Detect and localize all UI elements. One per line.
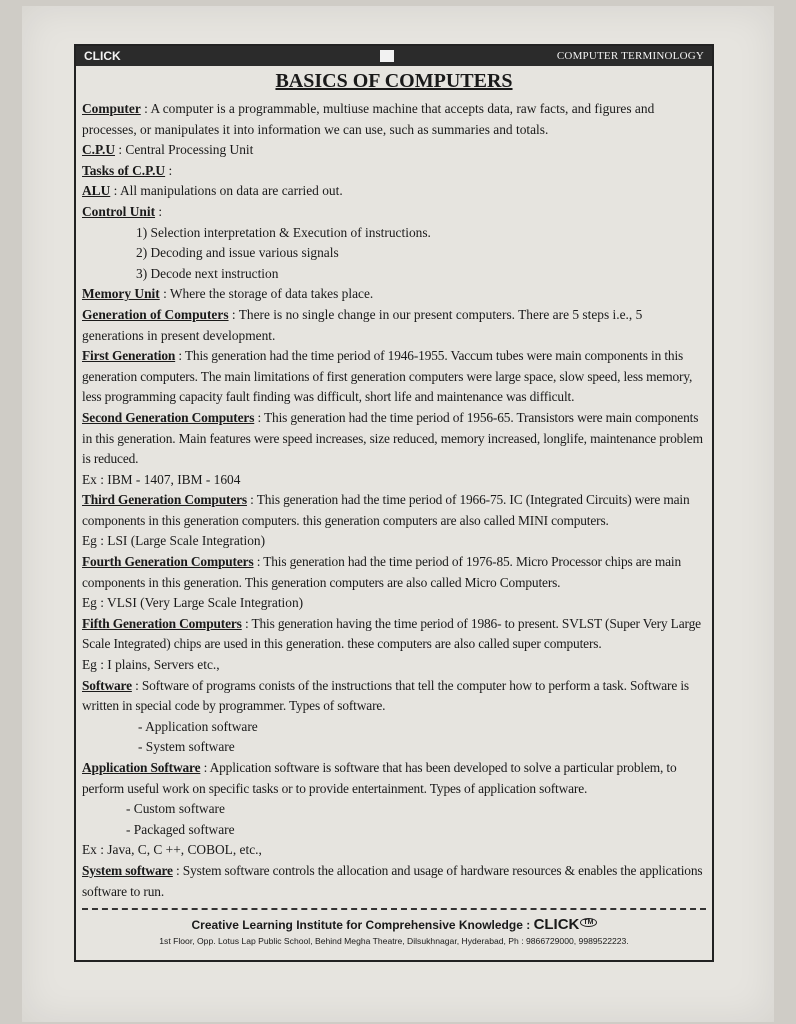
def-control-unit: : (155, 203, 163, 219)
term-memory-unit: Memory Unit (82, 286, 160, 302)
term-system-software: System software (82, 862, 173, 878)
para-fourth-generation (82, 552, 706, 593)
example-third-generation: Eg : LSI (Large Scale Integration) (82, 533, 266, 549)
para-second-generation (82, 408, 706, 470)
term-fourth-generation: Fourth Generation Computers (82, 554, 254, 570)
para-cpu (82, 140, 706, 161)
list-item: 3) Decode next instruction (136, 265, 279, 281)
def-computer: : A computer is a programmable, multiuse machine that accepts data, raw facts, and figures and processes, or manipulates it into information we can use, such as summaries and totals. (82, 101, 655, 137)
header-brand: CLICK (84, 49, 121, 63)
term-alu: ALU (82, 183, 111, 199)
def-cpu: : Central Processing Unit (115, 142, 254, 158)
list-item: - System software (138, 739, 235, 755)
def-system-software: : System software controls the allocation and usage of hardware resources & enables the applications software to run. (82, 862, 703, 899)
header-bar (76, 46, 712, 66)
footer (76, 916, 712, 946)
para-control-unit (82, 202, 706, 223)
term-software: Software (82, 677, 132, 693)
list-item: - Application software (138, 718, 258, 734)
list-item: - Packaged software (126, 821, 235, 837)
def-software: : Software of programs conists of the instructions that tell the computer how to perform a task. Software is written in special code by programmer. Types of software. (82, 677, 689, 714)
document-body (82, 99, 706, 902)
para-third-generation (82, 490, 706, 531)
term-cpu: C.P.U (82, 142, 115, 158)
para-application-software (82, 758, 706, 799)
dashed-divider (82, 908, 706, 910)
term-second-generation: Second Generation Computers (82, 409, 255, 425)
list-item: 2) Decoding and issue various signals (136, 245, 339, 261)
trademark-icon: TM (580, 918, 596, 927)
para-fifth-generation (82, 614, 706, 655)
def-third-generation: : This generation had the time period of 1966-75. IC (Integrated Circuits) were main components in this generation computers. this generation computers are also called MINI computers. (82, 492, 690, 528)
para-tasks (82, 161, 706, 182)
example-fourth-generation: Eg : VLSI (Very Large Scale Integration) (82, 595, 304, 611)
para-generations (82, 305, 706, 346)
term-control-unit: Control Unit (82, 203, 156, 219)
page-title: BASICS OF COMPUTERS (275, 70, 513, 92)
list-item: - Custom software (126, 801, 225, 817)
footer-institute-name: Creative Learning Institute for Comprehensive Knowledge : (191, 918, 534, 932)
def-alu: : All manipulations on data are carried out. (110, 183, 343, 199)
term-fifth-generation: Fifth Generation Computers (82, 615, 242, 631)
term-generations: Generation of Computers (82, 306, 229, 322)
para-system-software (82, 861, 706, 902)
term-application-software: Application Software (82, 760, 201, 775)
footer-brand: CLICK (533, 916, 580, 933)
para-first-generation (82, 346, 706, 408)
header-section: COMPUTER TERMINOLOGY (556, 50, 704, 62)
footer-address: 1st Floor, Opp. Lotus Lap Public School, Behind Megha Theatre, Dilsukhnagar, Hyderabad, Ph : 9866729000, 9989522223. (159, 936, 629, 946)
example-second-generation: Ex : IBM - 1407, IBM - 1604 (82, 471, 241, 487)
example-fifth-generation: Eg : I plains, Servers etc., (82, 657, 220, 673)
footer-institute (76, 916, 712, 933)
example-application-software: Ex : Java, C, C ++, COBOL, etc., (82, 842, 262, 858)
para-memory-unit (82, 284, 706, 305)
para-software (82, 676, 706, 717)
para-computer (82, 99, 706, 140)
def-fourth-generation: : This generation had the time period of 1976-85. Micro Processor chips are main components in this generation. This generation computers are also called Micro Computers. (82, 554, 682, 590)
list-item: 1) Selection interpretation & Execution of instructions. (136, 224, 431, 240)
def-second-generation: : This generation had the time period of 1956-65. Transistors were main components in this generation. Main features were speed increases, size reduced, memory increased, longlife, maintenance problem is reduced. (82, 409, 703, 467)
def-fifth-generation: : This generation having the time period of 1986- to present. SVLST (Super Very Large Scale Integrated) chips are used in this generation. these computers are also called super computers. (82, 615, 701, 652)
term-first-generation: First Generation (82, 348, 176, 364)
term-computer: Computer (82, 101, 141, 116)
def-tasks: : (165, 162, 173, 178)
def-first-generation: : This generation had the time period of 1946-1955. Vaccum tubes were main components in this generation computers. The main limitations of first generation computers were large space, slow speed, less memory, less programming capacity fault finding was difficult, short life and maintenance was difficult. (82, 348, 693, 405)
def-generations: : There is no single change in our present computers. There are 5 steps i.e., 5 generations in present development. (82, 306, 643, 343)
page-frame (74, 44, 714, 962)
term-third-generation: Third Generation Computers (82, 492, 247, 508)
para-alu (82, 181, 706, 202)
term-tasks: Tasks of C.P.U (82, 162, 166, 178)
def-memory-unit: : Where the storage of data takes place. (159, 286, 374, 302)
def-application-software: : Application software is software that has been developed to solve a particular problem, to perform useful work on specific tasks or to provide entertainment. Types of application software. (82, 760, 677, 796)
header-marker (380, 50, 394, 62)
